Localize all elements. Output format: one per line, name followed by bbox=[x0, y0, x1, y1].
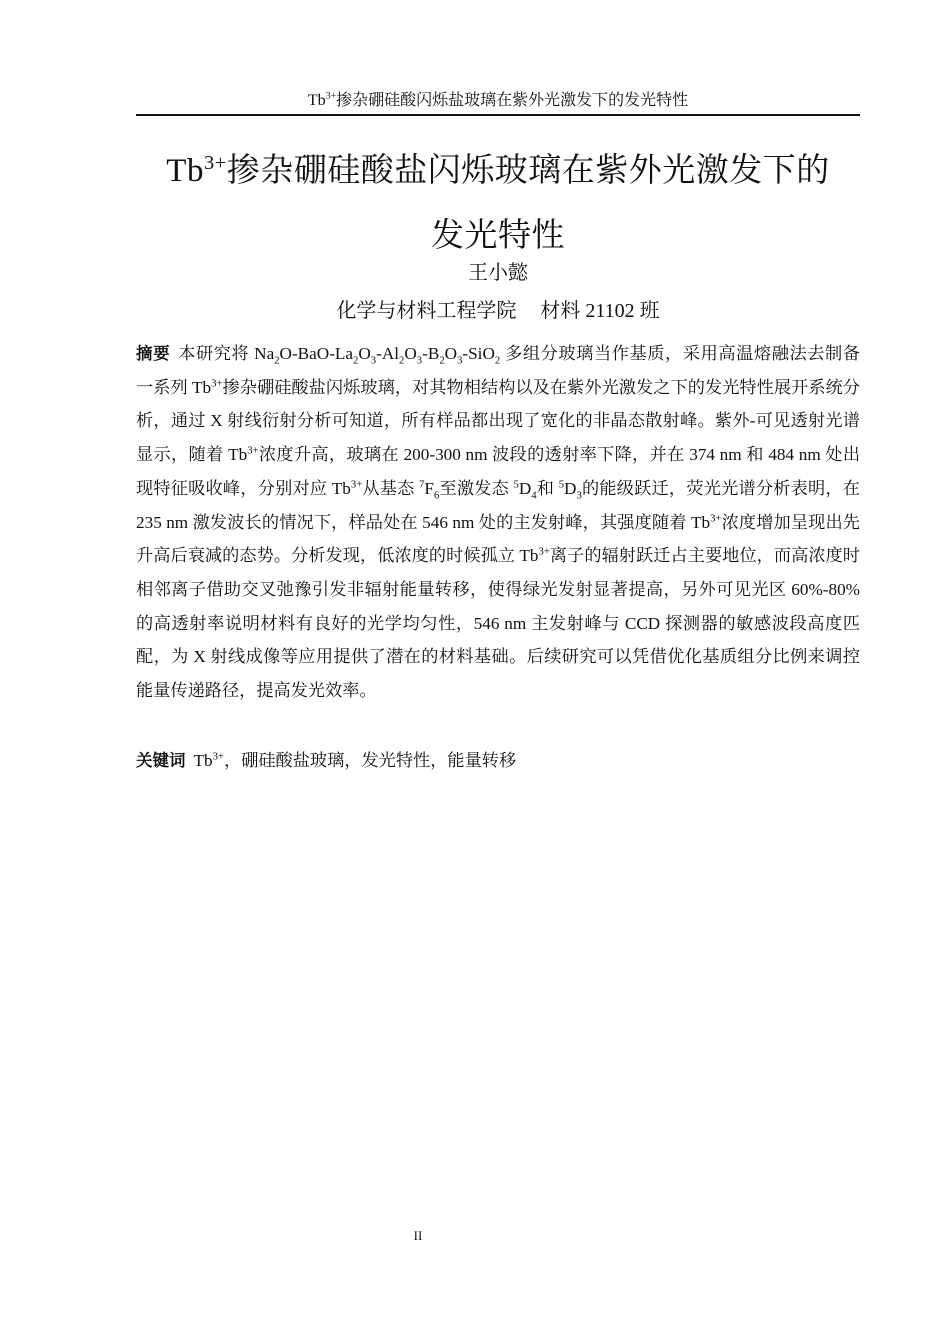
abstract-segment: 多组分玻璃当作基质，采用高温熔融法去制备一系列 Tb bbox=[136, 344, 860, 397]
abstract-segment: 2 bbox=[274, 355, 280, 367]
abstract-segment: 4 bbox=[531, 490, 537, 502]
affiliation bbox=[136, 296, 860, 326]
abstract-segment: 的能级跃迁，荧光光谱分析表明，在 235 nm 激发波长的情况下，样品处在 546 nm 处的主发射峰，其强度随着 Tb bbox=[136, 478, 860, 532]
running-header: $Tb^{3+}$掺杂硼硅酸闪烁盐玻璃在紫外光激发下的发光特性 bbox=[136, 90, 860, 116]
author-name: 王小懿 bbox=[468, 262, 528, 284]
page-number: II bbox=[413, 1228, 423, 1243]
abstract-segment: 从基态 bbox=[362, 478, 420, 498]
class-name: 材料 21102 班 bbox=[540, 300, 660, 322]
abstract-segment: 离子的辐射跃迁占主要地位，而高浓度时相邻离子借助交叉弛豫引发非辐射能量转移，使得绿光发射显著提高，另外可见光区 60%-80%的高透射率说明材料有良好的光学均匀性，546 nm 主发射峰与 CCD 探测器的敏感波段高度匹配，为 X 射线成像等应用提供了潜在的材料基础。后续研究可以凭借优化基质组分比例来调控能量传递路径，提高发光效率。 bbox=[136, 546, 860, 701]
abstract-segment: 掺杂硼硅酸盐闪烁玻璃，对其物相结构以及在紫外光激发之下的发光特性展开系统分析，通过 X 射线衍射分析可知道，所有样品都出现了宽化的非晶态散射峰。紫外-可见透射光谱显示，随着 Tb bbox=[136, 377, 860, 465]
abstract-segment: -SiO bbox=[462, 344, 495, 363]
school-name: 化学与材料工程学院 bbox=[336, 300, 517, 322]
keywords-label: 关键词 bbox=[136, 751, 186, 770]
abstract-segment: -B bbox=[422, 344, 440, 363]
abstract-label: 摘要 bbox=[136, 344, 171, 363]
abstract-segment: O bbox=[358, 344, 371, 363]
abstract-segment: D bbox=[564, 478, 577, 498]
title-line-2: 发光特性 bbox=[431, 215, 565, 254]
abstract-segment: 至激发态 bbox=[439, 478, 514, 498]
abstract-segment: 本研究将 Na bbox=[178, 344, 275, 363]
abstract-segment: 浓度升高，玻璃在 200-300 nm 波段的透射率下降，并在 374 nm 和 484 nm 处出现特征吸收峰，分别对应 Tb bbox=[136, 445, 861, 498]
abstract-segment: 3 bbox=[457, 355, 463, 367]
abstract-segment: 3+ bbox=[538, 546, 550, 558]
abstract-segment: O bbox=[404, 344, 417, 363]
abstract-segment: 3 bbox=[370, 355, 377, 367]
abstract-segment: 5 bbox=[558, 479, 565, 491]
keywords: 关键词 $Tb^{3+}$，硼硅酸盐玻璃，发光特性，能量转移 bbox=[136, 751, 517, 770]
abstract-segment: 2 bbox=[399, 355, 405, 367]
abstract-segment: 3+ bbox=[710, 512, 722, 524]
abstract-segment: O-BaO-La bbox=[279, 344, 354, 363]
abstract-segment: 5 bbox=[513, 479, 519, 491]
abstract-segment: 3+ bbox=[211, 377, 223, 389]
abstract-segment: 6 bbox=[433, 490, 440, 502]
abstract-segment: 2 bbox=[439, 355, 445, 367]
abstract-segment: F bbox=[424, 478, 434, 498]
abstract-segment: 和 bbox=[536, 478, 559, 498]
abstract bbox=[136, 337, 860, 708]
title-line-1: $Tb^{3+}$掺杂硼硅酸盐闪烁玻璃在紫外光激发下的 bbox=[166, 150, 830, 189]
abstract-segment: 3 bbox=[416, 355, 423, 367]
abstract-segment: 3+ bbox=[350, 479, 363, 491]
abstract-segment: 7 bbox=[419, 479, 425, 491]
abstract-segment: 浓度增加呈现出先升高后衰减的态势。分析发现，低浓度的时候孤立 Tb bbox=[136, 512, 860, 566]
abstract-segment: 3 bbox=[576, 490, 582, 502]
abstract-segment: 3+ bbox=[247, 445, 259, 457]
paper-title bbox=[136, 138, 860, 267]
abstract-body bbox=[136, 344, 860, 700]
abstract-segment: 2 bbox=[353, 355, 359, 367]
abstract-segment: O bbox=[444, 344, 458, 363]
abstract-segment: -Al bbox=[376, 344, 400, 363]
abstract-segment: 2 bbox=[494, 355, 501, 367]
abstract-segment: D bbox=[518, 478, 532, 498]
